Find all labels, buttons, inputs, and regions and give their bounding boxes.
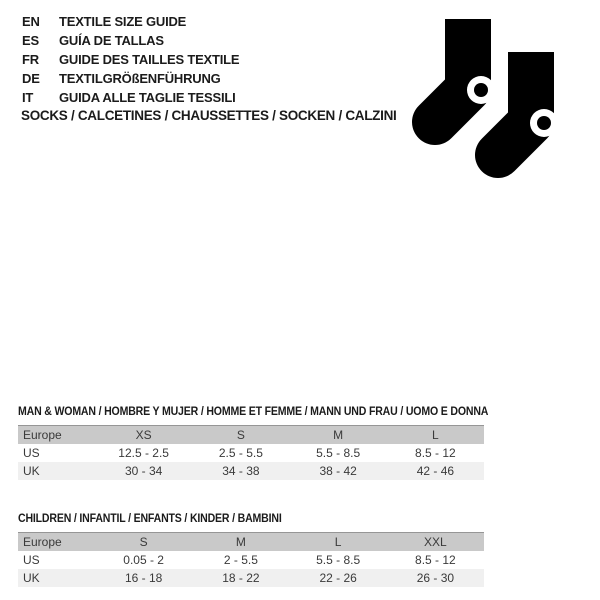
size-value: 12.5 - 2.5 — [118, 446, 169, 460]
language-title: GUIDA ALLE TAGLIE TESSILI — [59, 90, 236, 105]
language-code: FR — [22, 52, 39, 67]
language-row-fr — [22, 50, 239, 69]
size-value: 5.5 - 8.5 — [316, 553, 361, 567]
size-value: 42 - 46 — [416, 464, 455, 478]
table-title: CHILDREN / INFANTIL / ENFANTS / KINDER / BAMBINI — [18, 511, 282, 525]
table-header-row — [18, 532, 484, 551]
size-value: 0.05 - 2 — [123, 553, 164, 567]
size-value: 38 - 42 — [319, 464, 357, 478]
size-value: 2.5 - 5.5 — [218, 446, 263, 460]
language-title: TEXTILE SIZE GUIDE — [59, 14, 187, 29]
language-row-de — [22, 69, 239, 88]
column-header-size: M — [235, 535, 246, 549]
socks-icon — [399, 19, 559, 199]
table-header-row — [18, 425, 484, 444]
column-header-size: L — [334, 535, 342, 549]
sock-back — [435, 19, 495, 122]
table-row-us — [18, 551, 484, 569]
size-value: 8.5 - 12 — [415, 553, 456, 567]
column-header-size: S — [139, 535, 148, 549]
row-label: UK — [23, 464, 40, 478]
column-header-region: Europe — [23, 428, 62, 442]
table-row-uk — [18, 462, 484, 480]
size-value: 26 - 30 — [416, 571, 455, 585]
size-value: 2 - 5.5 — [223, 553, 258, 567]
table-row-uk — [18, 569, 484, 587]
table-children — [18, 511, 484, 587]
table-title: MAN & WOMAN / HOMBRE Y MUJER / HOMME ET FEMME / MANN UND FRAU / UOMO E DONNA — [18, 404, 489, 418]
language-row-it — [22, 88, 239, 107]
table-row-us — [18, 444, 484, 462]
language-code: EN — [22, 14, 40, 29]
size-grid — [18, 425, 484, 480]
size-grid — [18, 532, 484, 587]
column-header-size: M — [333, 428, 344, 442]
size-value: 8.5 - 12 — [415, 446, 456, 460]
language-list — [22, 12, 239, 107]
category-line: SOCKS / CALCETINES / CHAUSSETTES / SOCKEN / CALZINI — [21, 108, 397, 123]
language-row-es — [22, 31, 239, 50]
column-header-size: L — [432, 428, 439, 442]
language-code: IT — [22, 90, 34, 105]
size-value: 30 - 34 — [124, 464, 163, 478]
row-label: US — [23, 553, 40, 567]
language-title: TEXTILGRÖßENFÜHRUNG — [59, 71, 221, 86]
size-value: 34 - 38 — [222, 464, 260, 478]
size-value: 16 - 18 — [124, 571, 163, 585]
column-header-size: XS — [135, 428, 152, 442]
column-header-size: XXL — [424, 535, 447, 549]
language-title: GUÍA DE TALLAS — [59, 33, 164, 48]
column-header-size: S — [236, 428, 245, 442]
size-value: 5.5 - 8.5 — [316, 446, 361, 460]
language-row-en — [22, 12, 239, 31]
language-title: GUIDE DES TAILLES TEXTILE — [59, 52, 240, 67]
column-header-region: Europe — [23, 535, 62, 549]
size-value: 22 - 26 — [319, 571, 357, 585]
sock-front — [498, 52, 558, 155]
table-man-woman — [18, 404, 489, 480]
size-value: 18 - 22 — [222, 571, 260, 585]
row-label: US — [23, 446, 40, 460]
row-label: UK — [23, 571, 40, 585]
language-code: DE — [22, 71, 40, 86]
language-code: ES — [22, 33, 39, 48]
